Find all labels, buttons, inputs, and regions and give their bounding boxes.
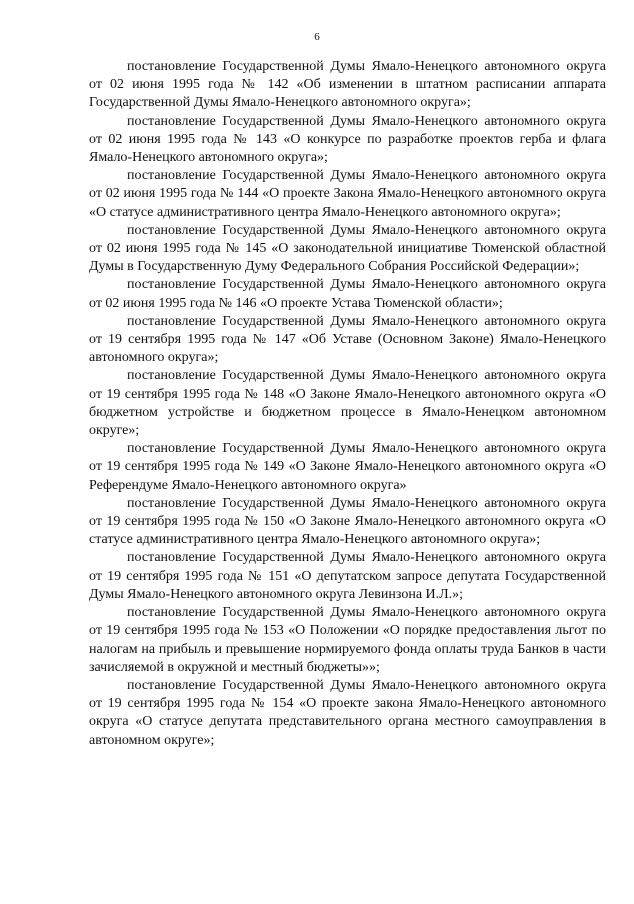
list-item: постановление Государственной Думы Ямало-Ненецкого автономного округа от 02 июня 1995 года № 143 «О конкурсе по разработке проектов герба и флага Ямало-Ненецкого автономного округа»; <box>89 113 606 166</box>
list-item: постановление Государственной Думы Ямало-Ненецкого автономного округа от 02 июня 1995 года № 144 «О проекте Закона Ямало-Ненецкого автономного округа «О статусе административного центра Ямало-Ненецкого автономного округа»; <box>89 168 606 220</box>
list-item: постановление Государственной Думы Ямало-Ненецкого автономного округа от 19 сентября 1995 года № 150 «О Законе Ямало-Ненецкого автономного округа «О статусе административного центра Ямало-Ненецкого автономного округа»; <box>89 495 606 548</box>
page-number: 6 <box>314 31 320 43</box>
list-item: постановление Государственной Думы Ямало-Ненецкого автономного округа от 02 июня 1995 года № 146 «О проекте Устава Тюменской области»; <box>89 277 606 311</box>
list-item: постановление Государственной Думы Ямало-Ненецкого автономного округа от 19 сентября 1995 года № 147 «Об Уставе (Основном Законе) Ямало-Ненецкого автономного округа»; <box>89 313 606 366</box>
list-item: постановление Государственной Думы Ямало-Ненецкого автономного округа от 19 сентября 1995 года № 154 «О проекте закона Ямало-Ненецкого автономного округа «О статусе депутата представительного органа местного самоуправления в автономном округе»; <box>89 677 606 748</box>
list-item: постановление Государственной Думы Ямало-Ненецкого автономного округа от 19 сентября 1995 года № 149 «О Законе Ямало-Ненецкого автономного округа «О Референдуме Ямало-Ненецкого автономного округа» <box>89 441 606 493</box>
list-item: постановление Государственной Думы Ямало-Ненецкого автономного округа от 02 июня 1995 года № 145 «О законодательной инициативе Тюменской областной Думы в Государственную Думу Федерального Собрания Российской Федерации»; <box>89 222 606 275</box>
resolutions-list <box>89 58 606 750</box>
list-item: постановление Государственной Думы Ямало-Ненецкого автономного округа от 19 сентября 1995 года № 151 «О депутатском запросе депутата Государственной Думы Ямало-Ненецкого автономного округа Левинзона И.Л.»; <box>89 550 606 602</box>
list-item: постановление Государственной Думы Ямало-Ненецкого автономного округа от 02 июня 1995 года № 142 «Об изменении в штатном расписании аппарата Государственной Думы Ямало-Ненецкого автономного округа»; <box>89 59 606 111</box>
list-item: постановление Государственной Думы Ямало-Ненецкого автономного округа от 19 сентября 1995 года № 148 «О Законе Ямало-Ненецкого автономного округа «О бюджетном устройстве и бюджетном процессе в Ямало-Ненецком автономном округе»; <box>89 368 606 439</box>
list-item: постановление Государственной Думы Ямало-Ненецкого автономного округа от 19 сентября 1995 года № 153 «О Положении «О порядке предоставления льгот по налогам на прибыль и превышение нормируемого фонда оплаты труда Банков в части зачисляемой в окружной и местный бюджеты»»; <box>89 605 606 675</box>
